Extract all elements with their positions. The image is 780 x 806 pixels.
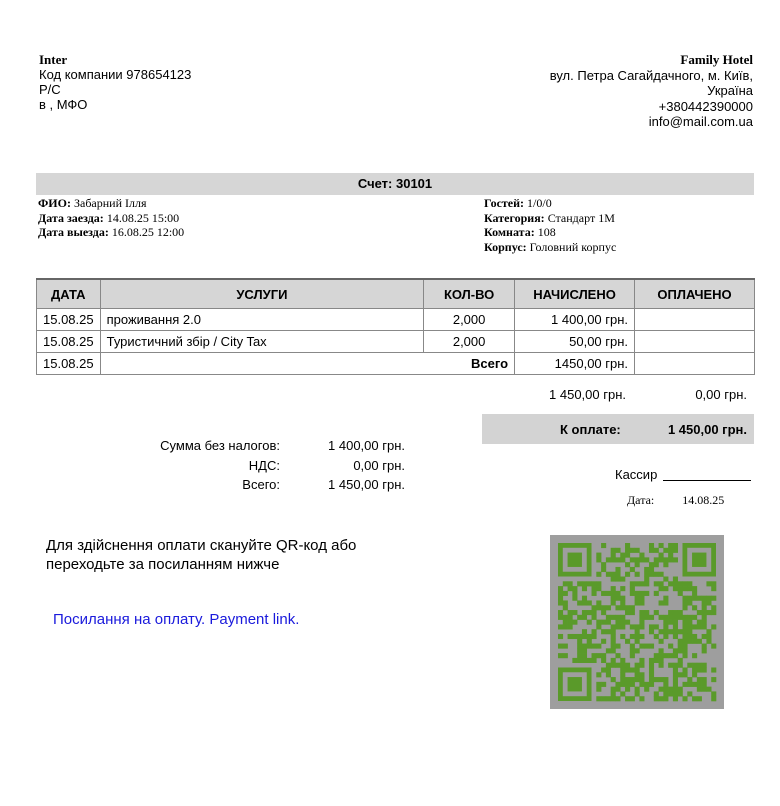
hotel-address: вул. Петра Сагайдачного, м. Київ,: [549, 67, 753, 83]
header-date: ДАТА: [37, 279, 101, 309]
payment-due-label: К оплате:: [560, 422, 621, 437]
header-qty: КОЛ-ВО: [424, 279, 515, 309]
stay-info: [484, 196, 616, 254]
payment-link[interactable]: Посилання на оплату. Payment link.: [53, 611, 300, 628]
row-date: 15.08.25: [37, 331, 101, 353]
row-paid: [635, 331, 755, 353]
totals-paid: 0,00 грн.: [695, 387, 747, 402]
checkout-value: 16.08.25 12:00: [111, 225, 185, 239]
row-qty: 2,000: [424, 309, 515, 331]
checkout-label: Дата выезда:: [38, 225, 109, 239]
table-total-row: [37, 353, 755, 375]
qr-code-icon: [550, 535, 724, 709]
company-account: Р/С: [39, 82, 61, 97]
company-code: Код компании 978654123: [39, 67, 192, 82]
header-paid: ОПЛАЧЕНО: [635, 279, 755, 309]
total-row-paid: [635, 353, 755, 375]
checkin-value: 14.08.25 15:00: [106, 210, 180, 225]
table-row: [37, 309, 755, 331]
cashier-label: Кассир: [615, 467, 658, 482]
checkin-row: [38, 211, 184, 226]
room-label: Комната:: [484, 225, 535, 239]
date-value: 14.08.25: [682, 493, 725, 507]
row-service: проживання 2.0: [100, 309, 424, 331]
services-table: [36, 278, 755, 375]
summary-values: [328, 436, 405, 495]
company-block: [39, 52, 191, 112]
table-header-row: [37, 279, 755, 309]
totals-charged: 1 450,00 грн.: [549, 387, 626, 402]
summary-labels: [160, 436, 280, 495]
hotel-name: Family Hotel: [680, 52, 753, 67]
guests-row: [484, 196, 616, 211]
row-date: 15.08.25: [37, 309, 101, 331]
summary-vat-value: 0,00 грн.: [353, 457, 405, 473]
total-row-charged: 1450,00 грн.: [515, 353, 635, 375]
payment-due-bar: [482, 414, 754, 444]
row-charged: 50,00 грн.: [515, 331, 635, 353]
category-value: Стандарт 1М: [547, 210, 615, 225]
guest-fio-label: ФИО:: [38, 196, 71, 210]
summary-total-value: 1 450,00 грн.: [328, 477, 405, 492]
summary-net-label: Сумма без налогов:: [160, 438, 280, 453]
hotel-country: Україна: [707, 83, 753, 98]
hotel-phone: +380442390000: [658, 98, 753, 114]
category-label: Категория:: [484, 210, 545, 225]
category-row: [484, 211, 616, 226]
guest-fio: Забарний Ілля: [73, 196, 147, 210]
summary-net-value: 1 400,00 грн.: [328, 438, 405, 453]
total-row-date: 15.08.25: [37, 353, 101, 375]
summary-total-label: Всего:: [242, 477, 280, 492]
cashier-date: [627, 493, 724, 508]
qr-code[interactable]: [550, 535, 724, 709]
room-row: [484, 225, 616, 240]
building-label: Корпус:: [484, 239, 527, 254]
row-service: Туристичний збір / City Tax: [100, 331, 424, 353]
date-label: Дата:: [627, 493, 655, 507]
header-charged: НАЧИСЛЕНО: [515, 279, 635, 309]
cashier-signature: [615, 467, 751, 482]
guests-value: 1/0/0: [527, 196, 552, 210]
row-charged: 1 400,00 грн.: [515, 309, 635, 331]
building-value: Головний корпус: [529, 239, 617, 254]
row-paid: [635, 309, 755, 331]
row-qty: 2,000: [424, 331, 515, 353]
building-row: [484, 240, 616, 255]
total-row-label: Всего: [100, 353, 514, 375]
summary-vat-label: НДС:: [248, 457, 280, 473]
qr-instruction: Для здійснення оплати скануйте QR-код або переходьте за посиланням нижче: [46, 537, 357, 573]
payment-due-amount: 1 450,00 грн.: [667, 422, 747, 437]
company-name: Inter: [39, 52, 68, 67]
guests-label: Гостей:: [484, 196, 525, 210]
table-row: [37, 331, 755, 353]
hotel-email: info@mail.com.ua: [648, 114, 753, 129]
room-value: 108: [537, 225, 556, 239]
checkout-row: [38, 225, 184, 240]
company-bank: в , МФО: [39, 97, 88, 112]
signature-line: [663, 480, 751, 481]
checkin-label: Дата заезда:: [38, 210, 104, 225]
guest-info: [38, 196, 184, 240]
header-service: УСЛУГИ: [100, 279, 424, 309]
guest-fio-row: [38, 196, 184, 211]
hotel-block: [550, 52, 753, 130]
invoice-title: Счет: 30101: [36, 173, 754, 195]
